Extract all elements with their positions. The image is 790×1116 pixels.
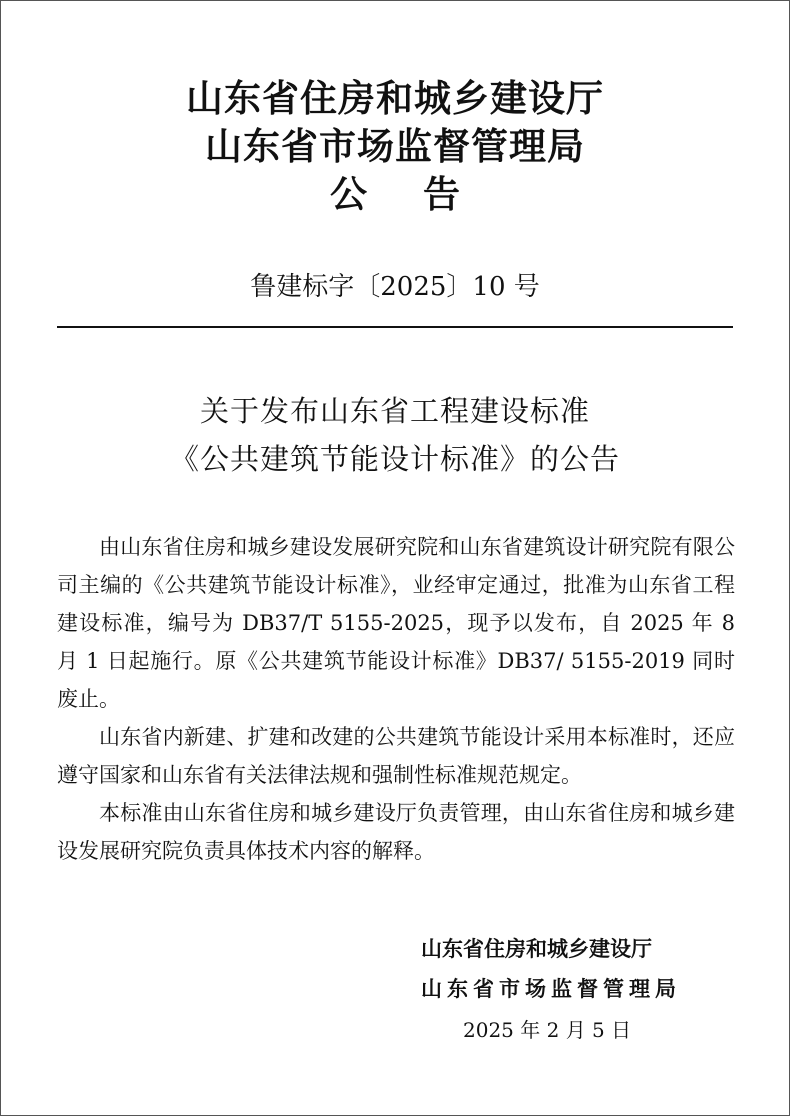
announcement-title	[1, 387, 789, 483]
document-header	[1, 75, 789, 219]
title-line-1: 关于发布山东省工程建设标准	[199, 394, 590, 428]
body-paragraph-2: 山东省内新建、扩建和改建的公共建筑节能设计采用本标准时，还应遵守国家和山东省有关法律法规和强制性标准规范规定。	[57, 725, 735, 787]
header-doc-type	[1, 171, 789, 219]
title-line-2: 《公共建筑节能设计标准》的公告	[169, 442, 620, 476]
signature-issuer-housing: 山东省住房和城乡建设厅	[421, 937, 652, 961]
header-doc-type-char-2: 告	[423, 173, 460, 216]
signature-issuer-market: 山东省市场监督管理局	[421, 977, 681, 1001]
header-issuer-market: 山东省市场监督管理局	[205, 125, 585, 168]
header-divider	[57, 326, 733, 328]
document-number: 鲁建标字〔2025〕10 号	[250, 272, 540, 302]
signature-block	[421, 929, 681, 1009]
body-paragraph-3: 本标准由山东省住房和城乡建设厅负责管理，由山东省住房和城乡建设发展研究院负责具体技术内容的解释。	[57, 801, 735, 863]
announcement-body	[57, 528, 735, 870]
body-paragraph-1: 由山东省住房和城乡建设发展研究院和山东省建筑设计研究院有限公司主编的《公共建筑节能设计标准》，业经审定通过，批准为山东省工程建设标准，编号为 DB37/T 5155-2025，现予以发布，自 2025 年 8 月 1 日起施行。原《公共建筑节能设计标准》DB37/ 5155-2019 同时废止。	[57, 535, 735, 711]
header-issuer-housing: 山东省住房和城乡建设厅	[186, 77, 604, 120]
signature-date: 2025 年 2 月 5 日	[463, 1018, 632, 1042]
header-doc-type-char-1: 公	[330, 173, 367, 216]
